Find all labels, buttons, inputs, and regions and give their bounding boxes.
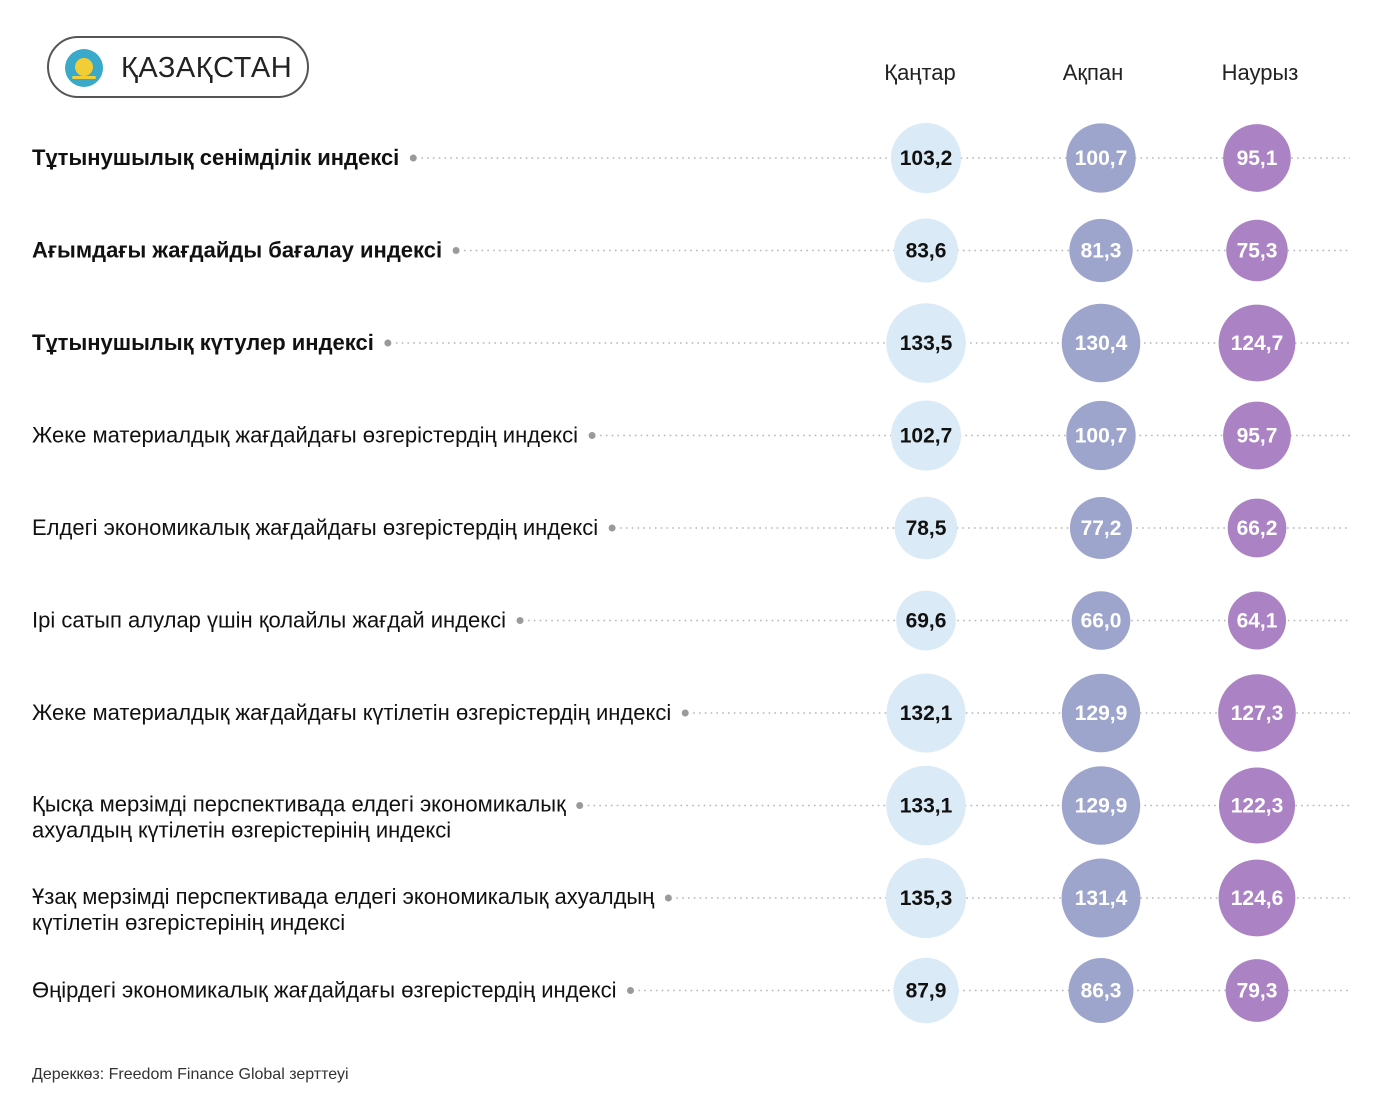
value-label: 103,2 <box>899 147 953 170</box>
value-label: 95,7 <box>1236 424 1278 448</box>
row-label: Елдегі экономикалық жағдайдағы өзгерістердің индексі <box>32 515 599 540</box>
source-note: Дереккөз: Freedom Finance Global зерттеуі <box>32 1066 349 1083</box>
row-label: Жеке материалдық жағдайдағы күтілетін өзгерістердің индексі <box>32 700 672 725</box>
leader-dot <box>589 432 596 439</box>
value-label: 66,2 <box>1236 517 1278 540</box>
leader-dot <box>517 617 524 624</box>
value-label: 69,6 <box>905 609 947 633</box>
leader-dot <box>453 247 460 254</box>
leader-dot <box>627 987 634 994</box>
value-label: 79,3 <box>1236 979 1278 1003</box>
value-label: 75,3 <box>1236 239 1278 263</box>
row-label: Ұзақ мерзімді перспективада елдегі экономикалық ахуалдың күтілетін өзгерістерінің индексі <box>32 884 655 935</box>
row-label: Ірі сатып алулар үшін қолайлы жағдай индексі <box>32 607 507 633</box>
column-header-february: Ақпан <box>1062 60 1124 85</box>
value-label: 130,4 <box>1074 332 1128 355</box>
leader-dot <box>384 340 391 347</box>
value-label: 100,7 <box>1074 424 1128 448</box>
value-label: 135,3 <box>899 887 953 910</box>
row-label: Жеке материалдық жағдайдағы өзгерістердің индексі <box>32 422 579 448</box>
value-label: 86,3 <box>1080 979 1122 1003</box>
leader-dot <box>682 710 689 717</box>
row-label: Қысқа мерзімді перспективада елдегі экономикалық ахуалдың күтілетін өзгерістерінің индексі <box>32 791 566 843</box>
leader-dot <box>609 525 616 532</box>
row-label: Өңірдегі экономикалық жағдайдағы өзгерістердің индексі <box>32 977 617 1003</box>
value-label: 133,1 <box>899 794 953 818</box>
leader-dot <box>576 802 583 809</box>
value-label: 129,9 <box>1074 794 1128 818</box>
value-label: 129,9 <box>1074 702 1128 725</box>
row-label: Тұтынушылық сенімділік индексі <box>32 145 400 170</box>
value-label: 124,7 <box>1230 332 1284 355</box>
value-label: 133,5 <box>899 332 953 355</box>
row-label: Ағымдағы жағдайды бағалау индексі <box>32 237 443 263</box>
value-label: 127,3 <box>1230 702 1284 725</box>
row-label: Тұтынушылық күтулер индексі <box>32 330 374 355</box>
value-label: 122,3 <box>1230 794 1284 818</box>
value-label: 81,3 <box>1080 239 1122 263</box>
column-header-january: Қаңтар <box>884 60 956 85</box>
value-label: 95,1 <box>1236 147 1278 170</box>
value-label: 78,5 <box>905 517 947 540</box>
leader-dot <box>410 155 417 162</box>
value-label: 132,1 <box>899 702 953 725</box>
value-label: 124,6 <box>1230 887 1284 910</box>
country-name: ҚАЗАҚСТАН <box>121 52 293 84</box>
value-label: 87,9 <box>905 979 947 1003</box>
value-label: 102,7 <box>899 424 953 448</box>
value-label: 64,1 <box>1236 609 1278 633</box>
value-label: 100,7 <box>1074 147 1128 170</box>
value-label: 66,0 <box>1080 609 1122 633</box>
value-label: 77,2 <box>1080 517 1122 540</box>
value-label: 83,6 <box>905 239 947 263</box>
column-header-march: Наурыз <box>1221 60 1299 85</box>
value-label: 131,4 <box>1074 887 1128 910</box>
leader-dot <box>665 895 672 902</box>
